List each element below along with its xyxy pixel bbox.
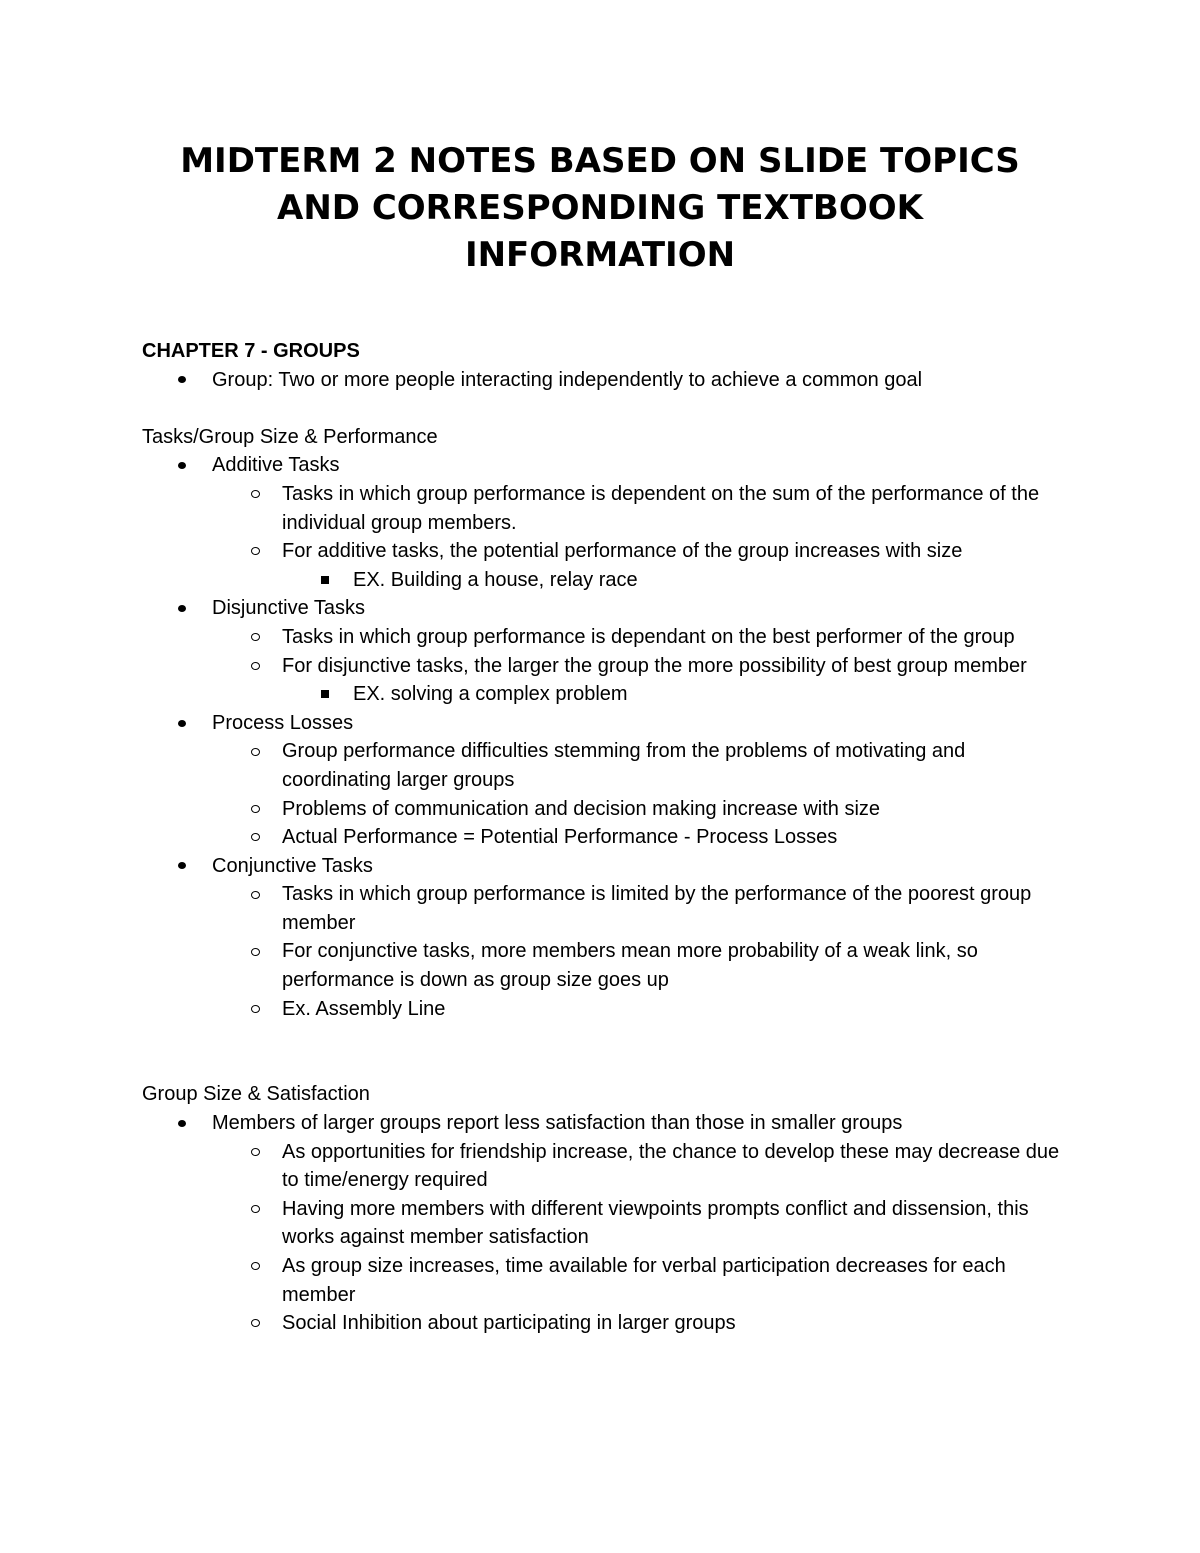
list-item	[142, 451, 1062, 480]
circle-bullet-icon	[248, 1309, 262, 1338]
document-title	[100, 138, 1100, 279]
list-item	[142, 823, 1062, 852]
list-item	[142, 594, 1062, 623]
conjunctive-label: Conjunctive Tasks	[212, 854, 373, 877]
list-item	[142, 366, 1062, 395]
circle-bullet-icon	[248, 1252, 262, 1281]
list-item	[142, 623, 1062, 652]
conjunctive-point: Ex. Assembly Line	[282, 997, 446, 1020]
list-item	[142, 1252, 1062, 1309]
bullet-icon	[175, 1109, 189, 1138]
list-item	[142, 880, 1062, 937]
list-item	[142, 566, 1062, 595]
satisfaction-point: As group size increases, time available for verbal participation decreases for each member	[282, 1255, 1006, 1306]
satisfaction-point: Having more members with different viewpoints prompts conflict and dissension, this works against member satisfaction	[282, 1197, 1029, 1249]
list-item	[142, 480, 1062, 537]
list-item	[142, 737, 1062, 794]
process-losses-point: Actual Performance = Potential Performance - Process Losses	[282, 826, 838, 849]
circle-bullet-icon	[248, 880, 262, 909]
process-losses-label: Process Losses	[212, 711, 354, 734]
list-item	[142, 1195, 1062, 1252]
list-item	[142, 1309, 1062, 1338]
title-line-1: MIDTERM 2 NOTES BASED ON SLIDE TOPICS	[180, 141, 1020, 181]
additive-point: For additive tasks, the potential performance of the group increases with size	[282, 540, 963, 563]
list-item	[142, 1109, 1062, 1138]
circle-bullet-icon	[248, 652, 262, 681]
additive-point: Tasks in which group performance is dependent on the sum of the performance of the individual group members.	[282, 482, 1040, 534]
satisfaction-main: Members of larger groups report less satisfaction than those in smaller groups	[212, 1112, 903, 1135]
list-item	[142, 1138, 1062, 1195]
group-definition: Group: Two or more people interacting independently to achieve a common goal	[212, 368, 923, 391]
satisfaction-point: Social Inhibition about participating in larger groups	[282, 1312, 736, 1335]
title-line-2: AND CORRESPONDING TEXTBOOK	[277, 188, 923, 228]
conjunctive-point: Tasks in which group performance is limited by the performance of the poorest group member	[282, 883, 1032, 934]
additive-example: EX. Building a house, relay race	[353, 568, 638, 591]
bullet-icon	[175, 594, 189, 623]
circle-bullet-icon	[248, 937, 262, 966]
list-item	[142, 537, 1062, 566]
disjunctive-point: For disjunctive tasks, the larger the group the more possibility of best group member	[282, 654, 1027, 677]
circle-bullet-icon	[248, 1138, 262, 1167]
circle-bullet-icon	[248, 1195, 262, 1224]
circle-bullet-icon	[248, 737, 262, 766]
list-item	[142, 680, 1062, 709]
list-item	[142, 852, 1062, 881]
chapter-heading: CHAPTER 7 - GROUPS	[142, 340, 360, 362]
list-item	[142, 937, 1062, 994]
circle-bullet-icon	[248, 480, 262, 509]
satisfaction-point: As opportunities for friendship increase, the chance to develop these may decrease due to time/energy required	[282, 1140, 1060, 1192]
list-item	[142, 795, 1062, 824]
bullet-icon	[175, 366, 189, 395]
circle-bullet-icon	[248, 795, 262, 824]
circle-bullet-icon	[248, 995, 262, 1024]
conjunctive-point: For conjunctive tasks, more members mean more probability of a weak link, so performance is down as group size goes up	[282, 940, 978, 992]
list-item	[142, 652, 1062, 681]
circle-bullet-icon	[248, 537, 262, 566]
circle-bullet-icon	[248, 623, 262, 652]
document-body	[142, 337, 1062, 1338]
bullet-icon	[175, 451, 189, 480]
process-losses-point: Group performance difficulties stemming from the problems of motivating and coordinating larger groups	[282, 740, 966, 791]
disjunctive-point: Tasks in which group performance is dependant on the best performer of the group	[282, 625, 1015, 648]
additive-label: Additive Tasks	[212, 454, 340, 477]
process-losses-point: Problems of communication and decision making increase with size	[282, 797, 881, 820]
circle-bullet-icon	[248, 823, 262, 852]
section-heading-satisfaction: Group Size & Satisfaction	[142, 1083, 370, 1106]
disjunctive-label: Disjunctive Tasks	[212, 597, 366, 620]
bullet-icon	[175, 852, 189, 881]
section-heading-tasks: Tasks/Group Size & Performance	[142, 425, 438, 448]
list-item	[142, 709, 1062, 738]
square-bullet-icon	[318, 566, 332, 595]
disjunctive-example: EX. solving a complex problem	[353, 683, 628, 706]
square-bullet-icon	[318, 680, 332, 709]
bullet-icon	[175, 709, 189, 738]
title-line-3: INFORMATION	[464, 235, 736, 275]
list-item	[142, 995, 1062, 1024]
